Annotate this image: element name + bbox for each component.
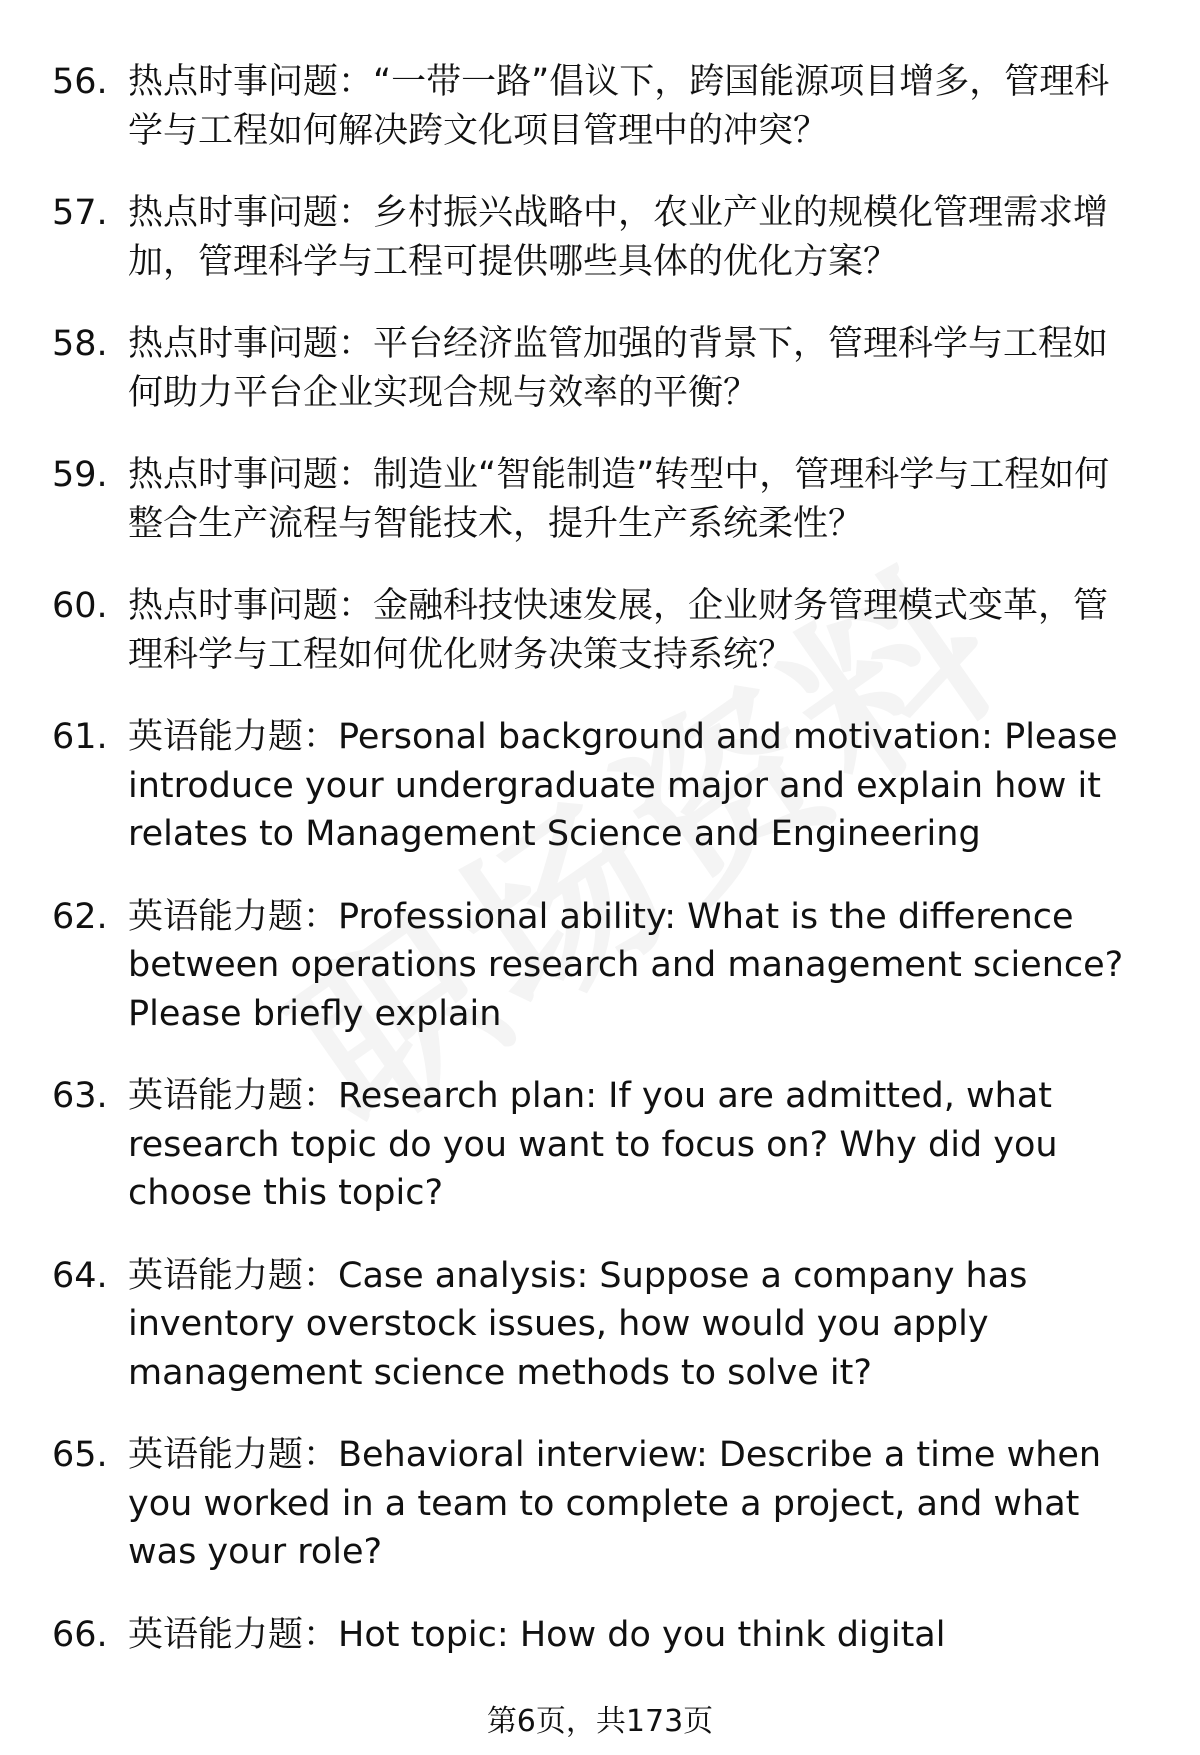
- list-item: [0, 320, 1200, 417]
- list-item: [0, 1431, 1200, 1577]
- question-text: 英语能力题：Behavioral interview: Describe a time when you worked in a team to complete a project, and what was your role?: [128, 1435, 1102, 1572]
- question-number: 63.: [52, 1076, 108, 1116]
- question-text: 热点时事问题：平台经济监管加强的背景下，管理科学与工程如何助力平台企业实现合规与效率的平衡？: [128, 324, 1109, 413]
- list-item: [0, 1252, 1200, 1398]
- question-text: 英语能力题：Research plan: If you are admitted, what research topic do you want to focus on? Why did you choose this topic?: [128, 1076, 1058, 1213]
- question-number: 64.: [52, 1255, 108, 1296]
- question-number: 58.: [52, 324, 108, 364]
- list-item: [0, 713, 1200, 859]
- page-footer: 第6页，共173页: [486, 1704, 714, 1739]
- list-item: [0, 582, 1200, 679]
- question-text: 热点时事问题：“一带一路”倡议下，跨国能源项目增多，管理科学与工程如何解决跨文化项目管理中的冲突？: [128, 62, 1110, 151]
- question-text: 英语能力题：Hot topic: How do you think digital: [128, 1614, 946, 1655]
- list-item: [0, 189, 1200, 286]
- question-text: 英语能力题：Personal background and motivation: Please introduce your undergraduate major and explain how it relates to Management Science and Engineering: [128, 717, 1118, 854]
- question-text: 热点时事问题：制造业“智能制造”转型中，管理科学与工程如何整合生产流程与智能技术，提升生产系统柔性？: [128, 455, 1110, 544]
- question-text: 热点时事问题：乡村振兴战略中，农业产业的规模化管理需求增加，管理科学与工程可提供哪些具体的优化方案？: [128, 193, 1109, 282]
- question-text: 英语能力题：Professional ability: What is the difference between operations research and management science? Please briefly explain: [128, 896, 1124, 1034]
- question-text: 热点时事问题：金融科技快速发展，企业财务管理模式变革，管理科学与工程如何优化财务决策支持系统？: [128, 586, 1109, 675]
- question-number: 59.: [52, 455, 108, 495]
- question-number: 60.: [52, 586, 108, 626]
- question-text: 英语能力题：Case analysis: Suppose a company has inventory overstock issues, how would you apply management science methods to solve it?: [128, 1255, 1028, 1393]
- question-number: 65.: [52, 1435, 108, 1475]
- list-item: [0, 1611, 1200, 1660]
- list-item: [0, 451, 1200, 548]
- list-item: [0, 893, 1200, 1039]
- question-list: [0, 58, 1200, 1693]
- question-number: 57.: [52, 193, 108, 233]
- question-number: 66.: [52, 1614, 108, 1655]
- question-number: 56.: [52, 62, 108, 102]
- question-number: 61.: [52, 717, 108, 757]
- question-number: 62.: [52, 896, 108, 937]
- list-item: [0, 1072, 1200, 1218]
- list-item: [0, 58, 1200, 155]
